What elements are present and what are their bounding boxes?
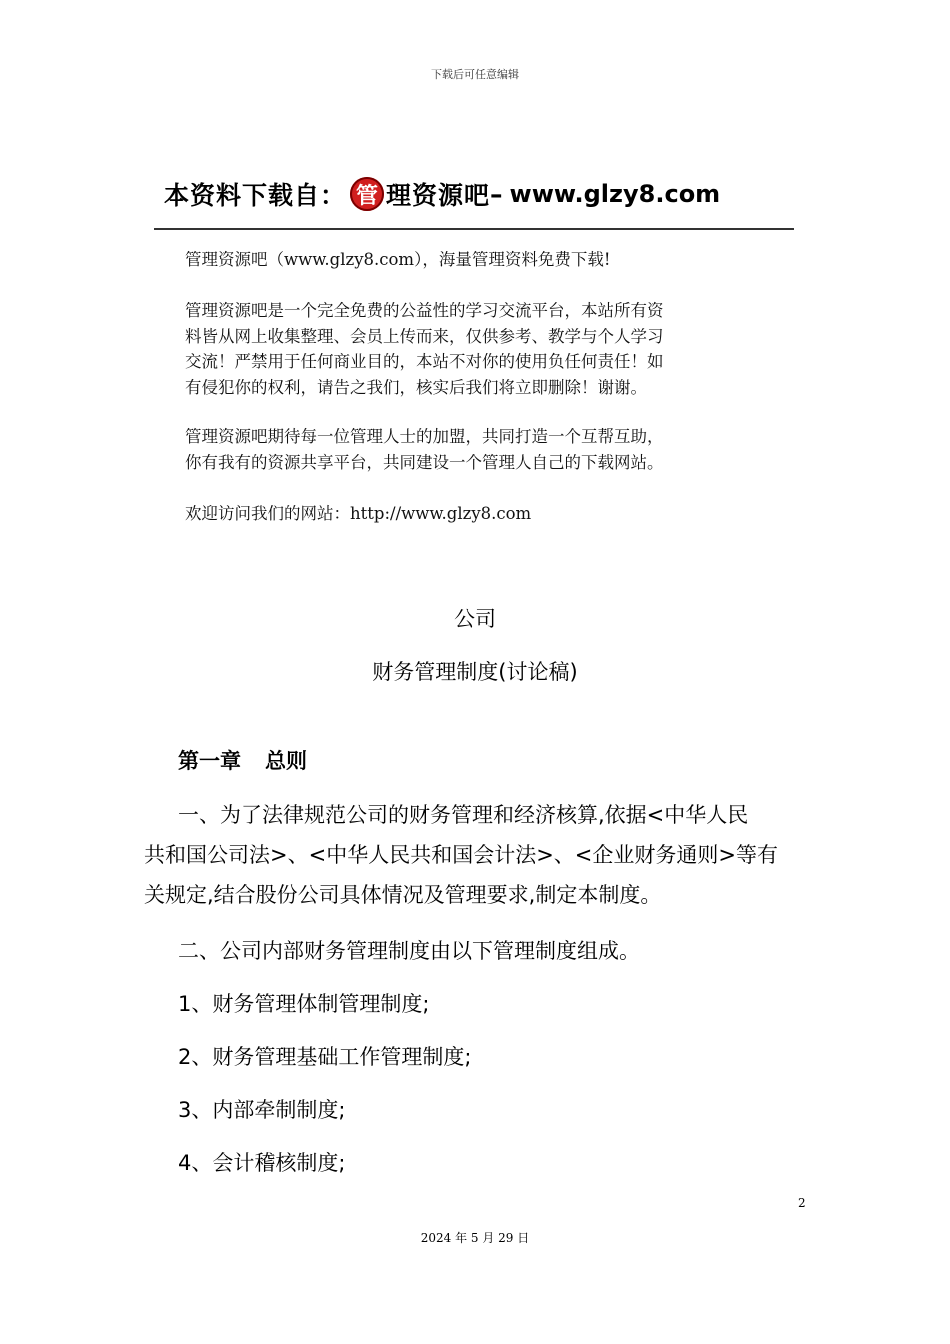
notice-line: 你有我有的资源共享平台，共同建设一个管理人自己的下载网站。	[185, 452, 664, 472]
notice-line: 管理资源吧期待每一位管理人士的加盟，共同打造一个互帮互助，	[185, 427, 664, 446]
chapter-number: 第一章	[178, 749, 241, 773]
chapter-name: 总则	[265, 749, 307, 773]
banner-dash: –	[490, 179, 504, 209]
banner-site: www.glzy8.com	[509, 180, 721, 208]
paragraph-line: 关规定,结合股份公司具体情况及管理要求,制定本制度。	[144, 883, 662, 907]
banner-name: 理资源吧	[386, 181, 491, 210]
paragraph-line: 共和国公司法>、<中华人民共和国会计法>、<企业财务通则>等有	[144, 843, 778, 867]
glzy-logo-icon: 管	[350, 177, 384, 211]
doc-title-main: 财务管理制度(讨论稿)	[372, 660, 578, 684]
doc-title-company: 公司	[454, 607, 496, 631]
page-number: 2	[798, 1196, 806, 1210]
list-item: 2、财务管理基础工作管理制度;	[178, 1045, 472, 1069]
notice-para-3	[185, 424, 785, 475]
paragraph-2: 二、公司内部财务管理制度由以下管理制度组成。	[178, 939, 640, 963]
list-item: 1、财务管理体制管理制度;	[178, 992, 430, 1016]
paragraph-line: 一、为了法律规范公司的财务管理和经济核算,依据<中华人民	[178, 803, 749, 827]
banner-prefix: 本资料下载自：	[164, 181, 347, 210]
notice-para-1	[185, 247, 785, 273]
paragraph-1	[144, 795, 809, 915]
banner-divider	[154, 228, 794, 230]
footer-date: 2024 年 5 月 29 日	[420, 1231, 530, 1245]
notice-para-4	[185, 501, 785, 527]
notice-line: 管理资源吧（www.glzy8.com），海量管理资料免费下载!	[185, 250, 611, 269]
notice-line: 交流！严禁用于任何商业目的，本站不对你的使用负任何责任！如	[185, 352, 664, 371]
source-banner	[164, 174, 804, 214]
notice-line: 有侵犯你的权利，请告之我们，核实后我们将立即删除！谢谢。	[185, 377, 647, 397]
notice-line: 欢迎访问我们的网站：http://www.glzy8.com	[185, 504, 532, 523]
notice-line: 管理资源吧是一个完全免费的公益性的学习交流平台，本站所有资	[185, 301, 664, 320]
notice-line: 料皆从网上收集整理、会员上传而来，仅供参考、教学与个人学习	[185, 326, 664, 346]
list-item: 3、内部牵制制度;	[178, 1098, 346, 1122]
notice-para-2	[185, 298, 785, 400]
list-item: 4、会计稽核制度;	[178, 1151, 346, 1175]
header-note: 下载后可任意编辑	[431, 68, 519, 81]
chapter-heading	[178, 745, 307, 775]
